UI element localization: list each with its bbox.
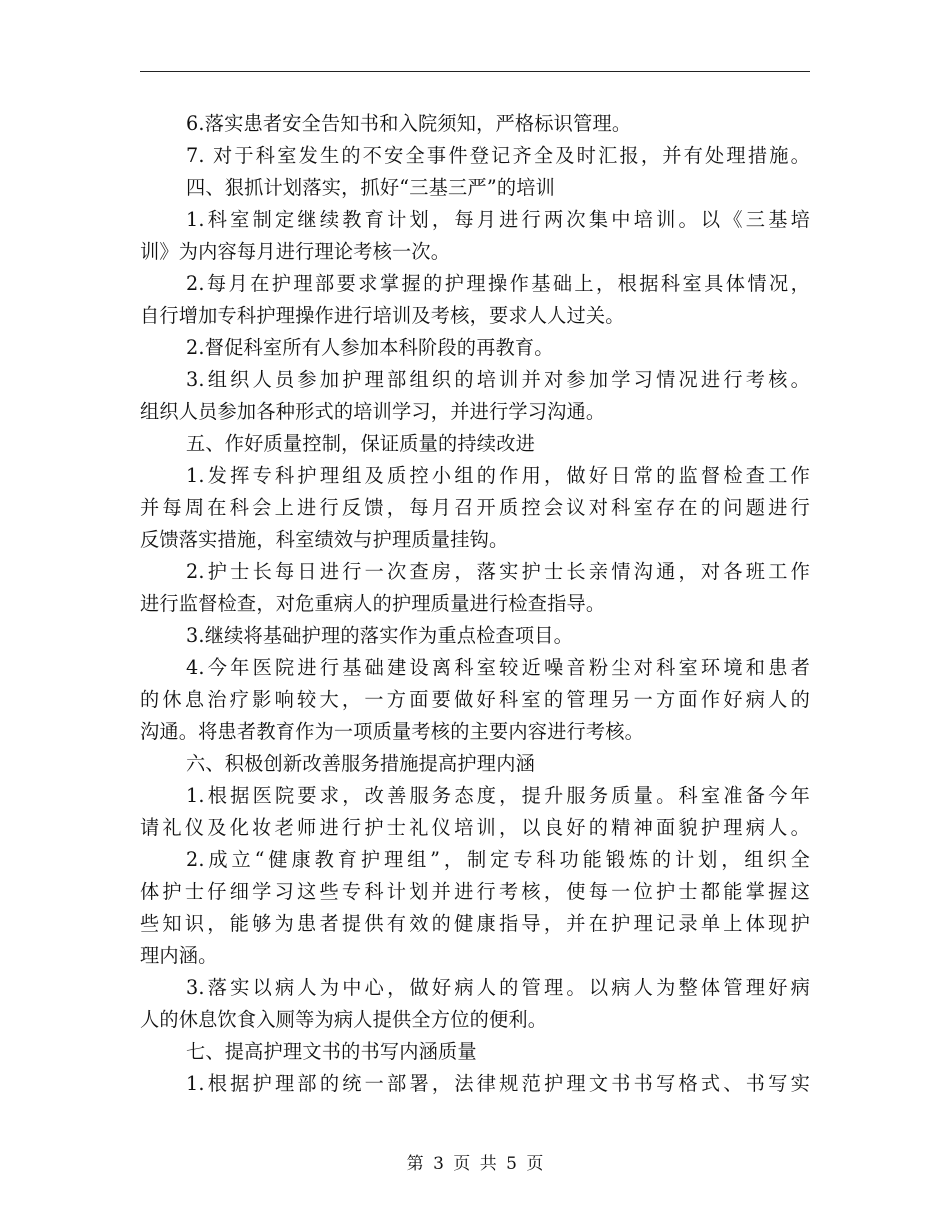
text-line: 人的休息饮食入厕等为病人提供全方位的便利。 xyxy=(140,1008,548,1031)
text-line: 2.成立“健康教育护理组”，制定专科功能锻炼的计划，组织全 xyxy=(186,848,810,871)
text-line: 2.护士长每日进行一次查房，落实护士长亲情沟通，对各班工作 xyxy=(186,560,810,583)
text-line: 3.组织人员参加护理部组织的培训并对参加学习情况进行考核。 xyxy=(186,368,810,391)
text-line: 2.督促科室所有人参加本科阶段的再教育。 xyxy=(186,336,554,359)
text-line: 2.每月在护理部要求掌握的护理操作基础上，根据科室具体情况， xyxy=(186,272,810,295)
text-line: 六、积极创新改善服务措施提高护理内涵 xyxy=(186,752,535,775)
text-line: 1.根据医院要求，改善服务态度，提升服务质量。科室准备今年 xyxy=(186,784,810,807)
text-line: 7. 对于科室发生的不安全事件登记齐全及时汇报，并有处理措施。 xyxy=(186,144,810,167)
text-line: 1.科室制定继续教育计划，每月进行两次集中培训。以《三基培 xyxy=(186,208,810,231)
text-line: 3.继续将基础护理的落实作为重点检查项目。 xyxy=(186,624,574,647)
text-line: 训》为内容每月进行理论考核一次。 xyxy=(140,240,451,263)
text-line: 进行监督检查，对危重病人的护理质量进行检查指导。 xyxy=(140,592,606,615)
text-line: 6.落实患者安全告知书和入院须知，严格标识管理。 xyxy=(186,112,632,135)
text-line: 沟通。将患者教育作为一项质量考核的主要内容进行考核。 xyxy=(140,720,645,743)
text-line: 4.今年医院进行基础建设离科室较近噪音粉尘对科室环境和患者 xyxy=(186,656,810,679)
text-line: 五、作好质量控制，保证质量的持续改进 xyxy=(186,432,535,455)
text-line: 四、狠抓计划落实，抓好“三基三严”的培训 xyxy=(186,176,555,199)
text-line: 1.根据护理部的统一部署，法律规范护理文书书写格式、书写实 xyxy=(186,1072,810,1095)
text-line: 并每周在科会上进行反馈，每月召开质控会议对科室存在的问题进行 xyxy=(140,496,810,519)
text-line: 自行增加专科护理操作进行培训及考核，要求人人过关。 xyxy=(140,304,625,327)
text-line: 组织人员参加各种形式的培训学习，并进行学习沟通。 xyxy=(140,400,606,423)
text-line: 请礼仪及化妆老师进行护士礼仪培训，以良好的精神面貌护理病人。 xyxy=(140,816,810,839)
document-body xyxy=(140,108,810,1100)
header-rule xyxy=(140,71,810,72)
text-line: 理内涵。 xyxy=(140,944,218,967)
text-line: 的休息治疗影响较大，一方面要做好科室的管理另一方面作好病人的 xyxy=(140,688,810,711)
text-line: 反馈落实措施，科室绩效与护理质量挂钩。 xyxy=(140,528,509,551)
text-line: 体护士仔细学习这些专科计划并进行考核，使每一位护士都能掌握这 xyxy=(140,880,810,903)
text-line: 七、提高护理文书的书写内涵质量 xyxy=(186,1040,477,1063)
page-footer: 第 3 页 共 5 页 xyxy=(406,1154,544,1174)
text-line: 些知识，能够为患者提供有效的健康指导，并在护理记录单上体现护 xyxy=(140,912,810,935)
text-line: 3.落实以病人为中心，做好病人的管理。以病人为整体管理好病 xyxy=(186,976,810,999)
text-line: 1.发挥专科护理组及质控小组的作用，做好日常的监督检查工作 xyxy=(186,464,810,487)
